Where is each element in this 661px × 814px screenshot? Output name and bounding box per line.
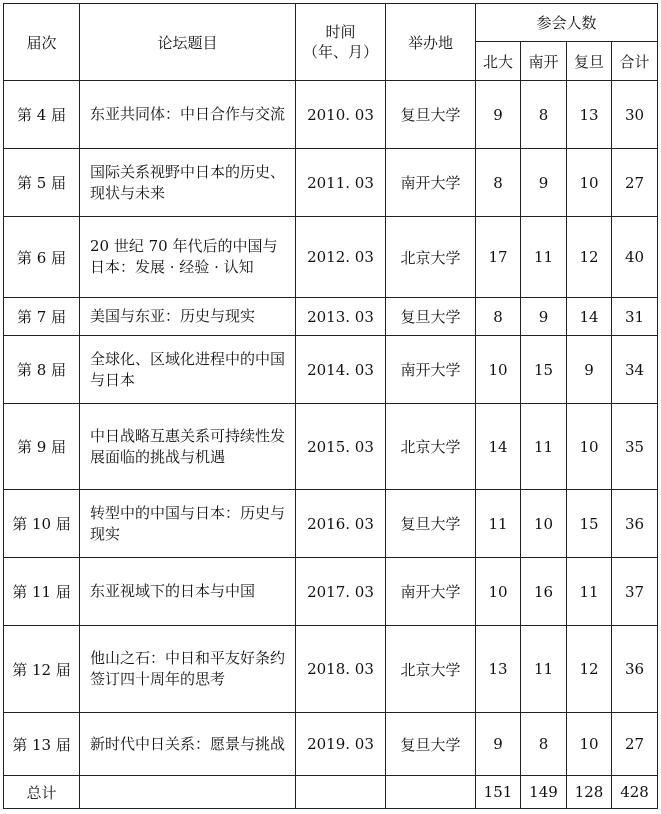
- header-fdu: 复旦: [567, 42, 612, 81]
- session-cell: 第 9 届: [4, 404, 80, 490]
- table-row: [4, 404, 658, 490]
- venue-cell: 复旦大学: [386, 81, 476, 149]
- venue-cell: 复旦大学: [386, 490, 476, 558]
- topic-cell: 国际关系视野中日本的历史、现状与未来: [80, 149, 296, 217]
- time-cell: 2018. 03: [296, 626, 386, 713]
- session-cell: 第 12 届: [4, 626, 80, 713]
- total-cell: 31: [612, 298, 658, 336]
- session-cell: 第 7 届: [4, 298, 80, 336]
- nku-cell: 9: [521, 149, 567, 217]
- fdu-cell: 13: [567, 81, 612, 149]
- fdu-cell: 11: [567, 558, 612, 626]
- topic-cell: 东亚视域下的日本与中国: [80, 558, 296, 626]
- venue-cell: 北京大学: [386, 404, 476, 490]
- fdu-cell: 9: [567, 336, 612, 404]
- table-row: [4, 81, 658, 149]
- venue-cell: 北京大学: [386, 626, 476, 713]
- time-cell: 2014. 03: [296, 336, 386, 404]
- fdu-cell: 12: [567, 217, 612, 298]
- nku-cell: 15: [521, 336, 567, 404]
- total-cell: 30: [612, 81, 658, 149]
- fdu-cell: 14: [567, 298, 612, 336]
- table-row: [4, 490, 658, 558]
- pku-cell: 9: [476, 81, 521, 149]
- header-row-1: [4, 4, 658, 42]
- empty-time-cell: [296, 776, 386, 809]
- fdu-total-cell: 128: [567, 776, 612, 809]
- nku-total-cell: 149: [521, 776, 567, 809]
- total-cell: 35: [612, 404, 658, 490]
- empty-venue-cell: [386, 776, 476, 809]
- venue-cell: 南开大学: [386, 149, 476, 217]
- total-cell: 27: [612, 149, 658, 217]
- time-cell: 2011. 03: [296, 149, 386, 217]
- topic-cell: 全球化、区域化进程中的中国与日本: [80, 336, 296, 404]
- table-row: [4, 298, 658, 336]
- header-time: [296, 4, 386, 81]
- total-cell: 27: [612, 713, 658, 776]
- table-row: [4, 149, 658, 217]
- nku-cell: 11: [521, 626, 567, 713]
- pku-cell: 8: [476, 298, 521, 336]
- forum-table: [3, 3, 658, 809]
- fdu-cell: 12: [567, 626, 612, 713]
- nku-cell: 10: [521, 490, 567, 558]
- topic-cell: 美国与东亚：历史与现实: [80, 298, 296, 336]
- header-time-line1: 时间: [325, 23, 356, 41]
- pku-cell: 17: [476, 217, 521, 298]
- nku-cell: 16: [521, 558, 567, 626]
- topic-cell: 转型中的中国与日本：历史与现实: [80, 490, 296, 558]
- topic-cell: 他山之石：中日和平友好条约签订四十周年的思考: [80, 626, 296, 713]
- empty-topic-cell: [80, 776, 296, 809]
- venue-cell: 复旦大学: [386, 298, 476, 336]
- header-pku: 北大: [476, 42, 521, 81]
- table-row: [4, 558, 658, 626]
- total-cell: 37: [612, 558, 658, 626]
- table-row: [4, 217, 658, 298]
- pku-cell: 11: [476, 490, 521, 558]
- header-nku: 南开: [521, 42, 567, 81]
- venue-cell: 北京大学: [386, 217, 476, 298]
- session-cell: 第 8 届: [4, 336, 80, 404]
- nku-cell: 11: [521, 404, 567, 490]
- pku-cell: 13: [476, 626, 521, 713]
- nku-cell: 9: [521, 298, 567, 336]
- header-session: 届次: [4, 4, 80, 81]
- session-cell: 第 10 届: [4, 490, 80, 558]
- total-row: [4, 776, 658, 809]
- time-cell: 2012. 03: [296, 217, 386, 298]
- nku-cell: 8: [521, 713, 567, 776]
- venue-cell: 复旦大学: [386, 713, 476, 776]
- time-cell: 2019. 03: [296, 713, 386, 776]
- fdu-cell: 10: [567, 404, 612, 490]
- topic-cell: 东亚共同体：中日合作与交流: [80, 81, 296, 149]
- session-cell: 第 4 届: [4, 81, 80, 149]
- pku-cell: 9: [476, 713, 521, 776]
- table-row: [4, 713, 658, 776]
- header-topic: 论坛题目: [80, 4, 296, 81]
- time-cell: 2013. 03: [296, 298, 386, 336]
- total-cell: 34: [612, 336, 658, 404]
- table-row: [4, 336, 658, 404]
- grand-total-cell: 428: [612, 776, 658, 809]
- topic-cell: 新时代中日关系：愿景与挑战: [80, 713, 296, 776]
- fdu-cell: 10: [567, 713, 612, 776]
- table-row: [4, 626, 658, 713]
- session-cell: 第 5 届: [4, 149, 80, 217]
- header-participants: 参会人数: [476, 4, 658, 42]
- total-cell: 36: [612, 490, 658, 558]
- time-cell: 2015. 03: [296, 404, 386, 490]
- pku-cell: 10: [476, 336, 521, 404]
- time-cell: 2016. 03: [296, 490, 386, 558]
- pku-cell: 10: [476, 558, 521, 626]
- fdu-cell: 15: [567, 490, 612, 558]
- pku-cell: 8: [476, 149, 521, 217]
- session-cell: 第 6 届: [4, 217, 80, 298]
- pku-total-cell: 151: [476, 776, 521, 809]
- topic-cell: 20 世纪 70 年代后的中国与日本：发展 · 经验 · 认知: [80, 217, 296, 298]
- nku-cell: 8: [521, 81, 567, 149]
- venue-cell: 南开大学: [386, 336, 476, 404]
- venue-cell: 南开大学: [386, 558, 476, 626]
- fdu-cell: 10: [567, 149, 612, 217]
- time-cell: 2010. 03: [296, 81, 386, 149]
- time-cell: 2017. 03: [296, 558, 386, 626]
- session-cell: 第 11 届: [4, 558, 80, 626]
- total-label-cell: 总计: [4, 776, 80, 809]
- total-cell: 36: [612, 626, 658, 713]
- topic-cell: 中日战略互惠关系可持续性发展面临的挑战与机遇: [80, 404, 296, 490]
- header-venue: 举办地: [386, 4, 476, 81]
- total-cell: 40: [612, 217, 658, 298]
- table-body: [4, 81, 658, 809]
- pku-cell: 14: [476, 404, 521, 490]
- session-cell: 第 13 届: [4, 713, 80, 776]
- nku-cell: 11: [521, 217, 567, 298]
- header-total: 合计: [612, 42, 658, 81]
- header-time-line2: （年、月）: [302, 43, 378, 61]
